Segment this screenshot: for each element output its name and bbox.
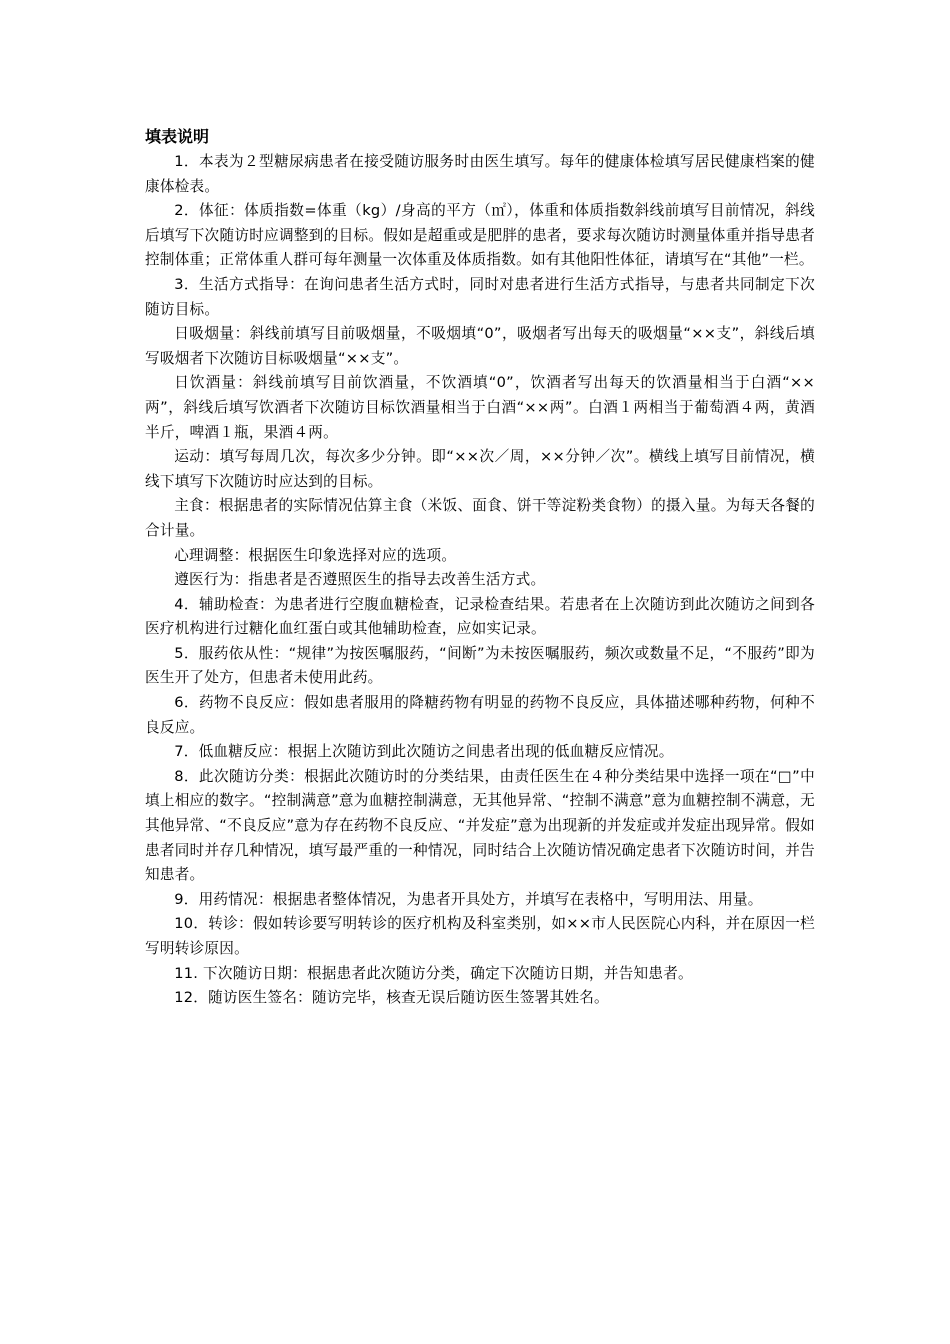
paragraph-10: 10．转诊：假如转诊要写明转诊的医疗机构及科室类别，如××市人民医院心内科，并在原因一栏写明转诊原因。 xyxy=(145,915,815,957)
document-page xyxy=(145,124,815,1011)
paragraph-4: 4．辅助检查：为患者进行空腹血糖检查，记录检查结果。若患者在上次随访到此次随访之间到各医疗机构进行过糖化血红蛋白或其他辅助检查，应如实记录。 xyxy=(145,595,815,638)
paragraph-1: 1．本表为２型糖尿病患者在接受随访服务时由医生填写。每年的健康体检填写居民健康档案的健康体检表。 xyxy=(145,153,815,195)
paragraph-drinking: 日饮酒量：斜线前填写目前饮酒量，不饮酒填“0”，饮酒者写出每天的饮酒量相当于白酒“××两”，斜线后填写饮酒者下次随访目标饮酒量相当于白酒“××两”。白酒１两相当于葡萄酒４两，黄酒半斤，啤酒１瓶，果酒４两。 xyxy=(145,374,815,441)
paragraph-5: 5．服药依从性：“规律”为按医嘱服药，“间断”为未按医嘱服药，频次或数量不足，“不服药”即为医生开了处方，但患者未使用此药。 xyxy=(145,644,815,687)
paragraph-7: 7．低血糖反应：根据上次随访到此次随访之间患者出现的低血糖反应情况。 xyxy=(174,743,674,761)
paragraph-9: 9．用药情况：根据患者整体情况，为患者开具处方，并填写在表格中，写明用法、用量。 xyxy=(174,890,763,908)
paragraph-6: 6．药物不良反应：假如患者服用的降糖药物有明显的药物不良反应，具体描述哪种药物，何种不良反应。 xyxy=(145,694,815,736)
paragraph-smoking: 日吸烟量：斜线前填写目前吸烟量，不吸烟填“0”，吸烟者写出每天的吸烟量“××支”，斜线后填写吸烟者下次随访目标吸烟量“××支”。 xyxy=(145,325,815,367)
paragraph-3: 3．生活方式指导：在询问患者生活方式时，同时对患者进行生活方式指导，与患者共同制定下次随访目标。 xyxy=(145,275,815,318)
document-title: 填表说明 xyxy=(145,127,210,146)
instructions-body xyxy=(145,150,815,1011)
paragraph-2: 2．体征：体质指数=体重（kg）/身高的平方（㎡），体重和体质指数斜线前填写目前情况，斜线后填写下次随访时应调整到的目标。假如是超重或是肥胖的患者，要求每次随访时测量体重并指导患者控制体重；正常体重人群可每年测量一次体重及体质指数。如有其他阳性体征，请填写在“其他”一栏。 xyxy=(145,202,815,269)
paragraph-staple-food: 主食：根据患者的实际情况估算主食（米饭、面食、饼干等淀粉类食物）的摄入量。为每天各餐的合计量。 xyxy=(145,497,815,539)
paragraph-11: 11. 下次随访日期：根据患者此次随访分类，确定下次随访日期，并告知患者。 xyxy=(174,964,693,982)
paragraph-8: 8．此次随访分类：根据此次随访时的分类结果，由责任医生在４种分类结果中选择一项在“□”中填上相应的数字。“控制满意”意为血糖控制满意，无其他异常、“控制不满意”意为血糖控制不满意，无其他异常、“不良反应”意为存在药物不良反应、“并发症”意为出现新的并发症或并发症出现异常。假如患者同时并存几种情况，填写最严重的一种情况，同时结合上次随访情况确定患者下次随访时间，并告知患者。 xyxy=(145,767,815,884)
paragraph-psychology: 心理调整：根据医生印象选择对应的选项。 xyxy=(174,546,457,564)
paragraph-12: 12．随访医生签名：随访完毕，核查无误后随访医生签署其姓名。 xyxy=(174,989,609,1007)
paragraph-compliance: 遵医行为：指患者是否遵照医生的指导去改善生活方式。 xyxy=(174,571,546,589)
paragraph-exercise: 运动：填写每周几次，每次多少分钟。即“××次／周，××分钟／次”。横线上填写目前情况，横线下填写下次随访时应达到的目标。 xyxy=(145,448,815,490)
